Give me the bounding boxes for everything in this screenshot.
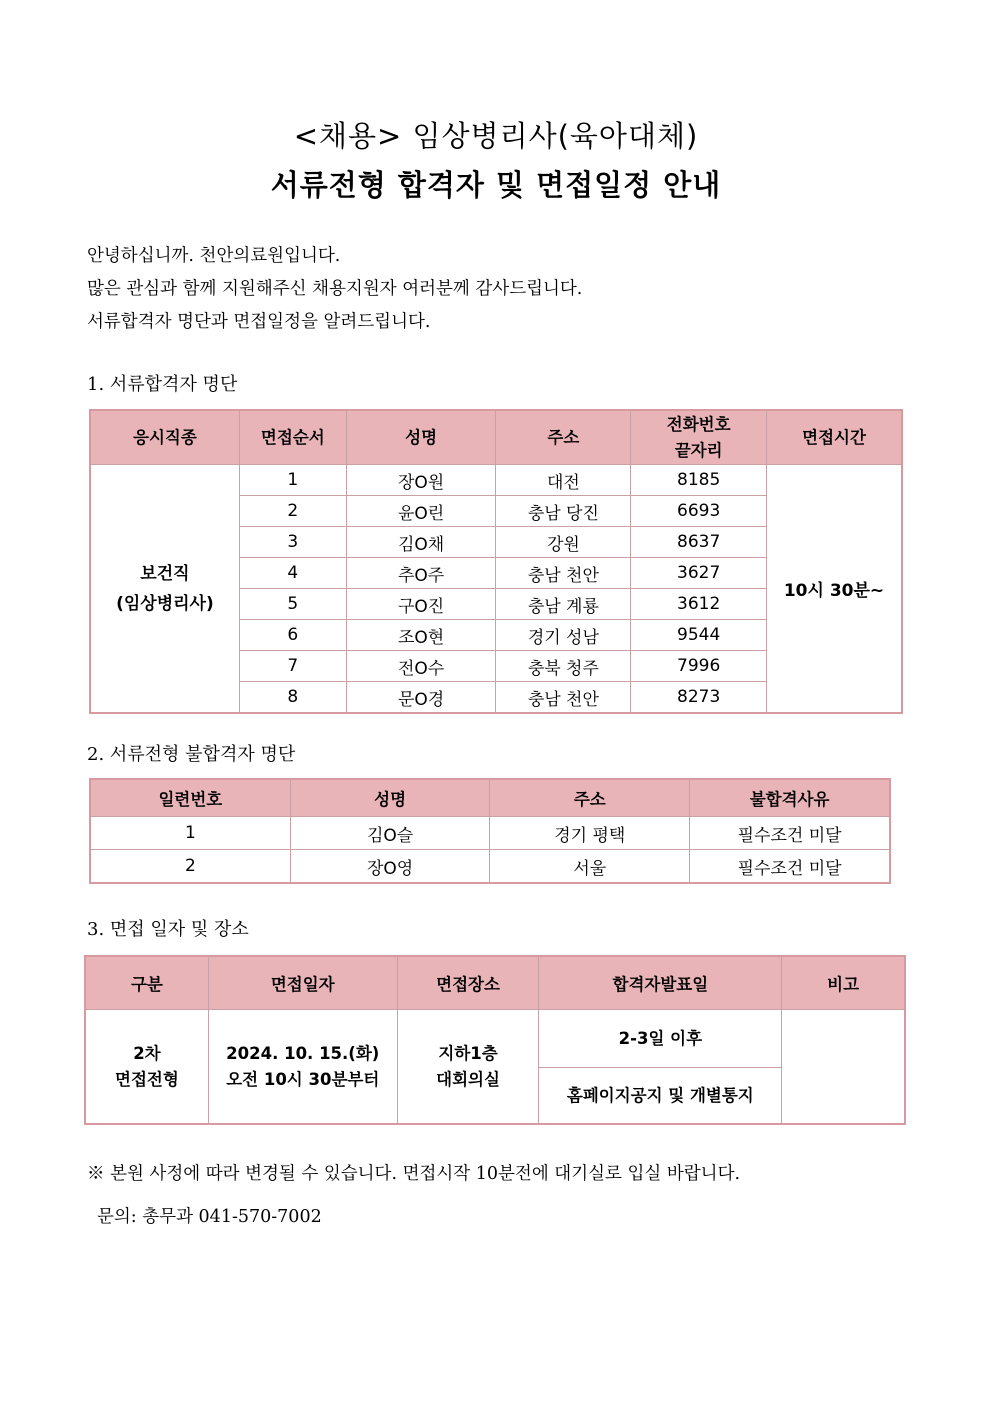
intro-paragraph	[87, 240, 582, 339]
interview-time-cell: 10시 30분~	[767, 465, 902, 713]
name-cell: 문O경	[346, 682, 496, 713]
announce-date-cell: 2-3일 이후	[539, 1010, 782, 1068]
header-cell: 합격자발표일	[539, 957, 782, 1010]
address-cell: 강원	[496, 527, 631, 558]
name-cell: 전O수	[346, 651, 496, 682]
address-cell: 충남 천안	[496, 682, 631, 713]
contact-text: 문의: 총무과 041-570-7002	[97, 1207, 322, 1227]
order-cell: 4	[239, 558, 346, 589]
header-cell: 성명	[346, 411, 496, 465]
name-cell: 조O현	[346, 620, 496, 651]
address-cell: 경기 평택	[490, 817, 690, 850]
table-row	[91, 817, 890, 850]
table-header-row	[91, 780, 890, 817]
header-cell: 면접일자	[208, 957, 397, 1010]
name-cell: 윤O린	[346, 496, 496, 527]
phone-cell: 8637	[631, 527, 767, 558]
intro-line: 많은 관심과 함께 지원해주신 채용지원자 여러분께 감사드립니다.	[87, 279, 583, 299]
address-cell: 서울	[490, 850, 690, 883]
header-cell: 주소	[496, 411, 631, 465]
phone-cell: 7996	[631, 651, 767, 682]
header-cell: 성명	[290, 780, 490, 817]
address-cell: 경기 성남	[496, 620, 631, 651]
passed-applicants-table	[90, 410, 902, 713]
address-cell: 대전	[496, 465, 631, 496]
order-cell: 2	[239, 496, 346, 527]
name-cell: 구O진	[346, 589, 496, 620]
reason-cell: 필수조건 미달	[690, 850, 890, 883]
header-cell: 주소	[490, 780, 690, 817]
header-cell: 응시직종	[91, 411, 240, 465]
header-cell: 구분	[86, 957, 209, 1010]
table-row	[91, 850, 890, 883]
address-cell: 충남 천안	[496, 558, 631, 589]
intro-line: 안녕하십니까. 천안의료원입니다.	[87, 246, 341, 266]
place-line1: 지하1층	[438, 1043, 498, 1063]
name-cell: 김O채	[346, 527, 496, 558]
notice-text: ※ 본원 사정에 따라 변경될 수 있습니다. 면접시작 10분전에 대기실로 입실 바랍니다.	[87, 1164, 741, 1184]
announce-method-cell: 홈페이지공지 및 개별통지	[539, 1068, 782, 1124]
document-title-line2: 서류전형 합격자 및 면접일정 안내	[270, 168, 722, 202]
phone-cell: 9544	[631, 620, 767, 651]
header-cell: 일련번호	[91, 780, 291, 817]
category-line2: 면접전형	[115, 1069, 179, 1089]
phone-cell: 6693	[631, 496, 767, 527]
date-line2: 오전 10시 30분부터	[226, 1069, 380, 1089]
remark-cell	[782, 1010, 905, 1124]
table-header-row	[91, 411, 902, 465]
serial-cell: 1	[91, 817, 291, 850]
document-title-line1: <채용> 임상병리사(육아대체)	[293, 119, 699, 153]
failed-applicants-table	[90, 779, 890, 883]
section3-heading: 3. 면접 일자 및 장소	[87, 919, 249, 940]
phone-cell: 3612	[631, 589, 767, 620]
address-cell: 충남 당진	[496, 496, 631, 527]
name-cell: 장O원	[346, 465, 496, 496]
name-cell: 추O주	[346, 558, 496, 589]
order-cell: 1	[239, 465, 346, 496]
job-type-line1: 보건직	[140, 563, 190, 584]
order-cell: 8	[239, 682, 346, 713]
header-cell: 전화번호 끝자리	[631, 411, 767, 465]
table-row	[86, 1010, 905, 1068]
header-cell: 불합격사유	[690, 780, 890, 817]
address-cell: 충북 청주	[496, 651, 631, 682]
reason-cell: 필수조건 미달	[690, 817, 890, 850]
section1-heading: 1. 서류합격자 명단	[87, 374, 238, 395]
name-cell: 장O영	[290, 850, 490, 883]
interview-schedule-table	[85, 956, 905, 1124]
place-line2: 대회의실	[436, 1069, 500, 1089]
address-cell: 충남 계룡	[496, 589, 631, 620]
category-cell	[86, 1010, 209, 1124]
phone-cell: 8185	[631, 465, 767, 496]
table-header-row	[86, 957, 905, 1010]
header-cell: 비고	[782, 957, 905, 1010]
intro-line: 서류합격자 명단과 면접일정을 알려드립니다.	[87, 312, 431, 332]
section2-heading: 2. 서류전형 불합격자 명단	[87, 744, 296, 765]
job-type-cell	[91, 465, 240, 713]
table-row	[91, 465, 902, 496]
job-type-line2: (임상병리사)	[116, 593, 214, 614]
header-cell: 면접순서	[239, 411, 346, 465]
phone-cell: 3627	[631, 558, 767, 589]
serial-cell: 2	[91, 850, 291, 883]
header-cell: 면접시간	[767, 411, 902, 465]
order-cell: 6	[239, 620, 346, 651]
interview-date-cell	[208, 1010, 397, 1124]
date-line1: 2024. 10. 15.(화)	[226, 1043, 380, 1063]
category-line1: 2차	[133, 1043, 161, 1063]
interview-place-cell	[397, 1010, 539, 1124]
order-cell: 5	[239, 589, 346, 620]
header-cell: 면접장소	[397, 957, 539, 1010]
name-cell: 김O슬	[290, 817, 490, 850]
order-cell: 3	[239, 527, 346, 558]
phone-cell: 8273	[631, 682, 767, 713]
order-cell: 7	[239, 651, 346, 682]
